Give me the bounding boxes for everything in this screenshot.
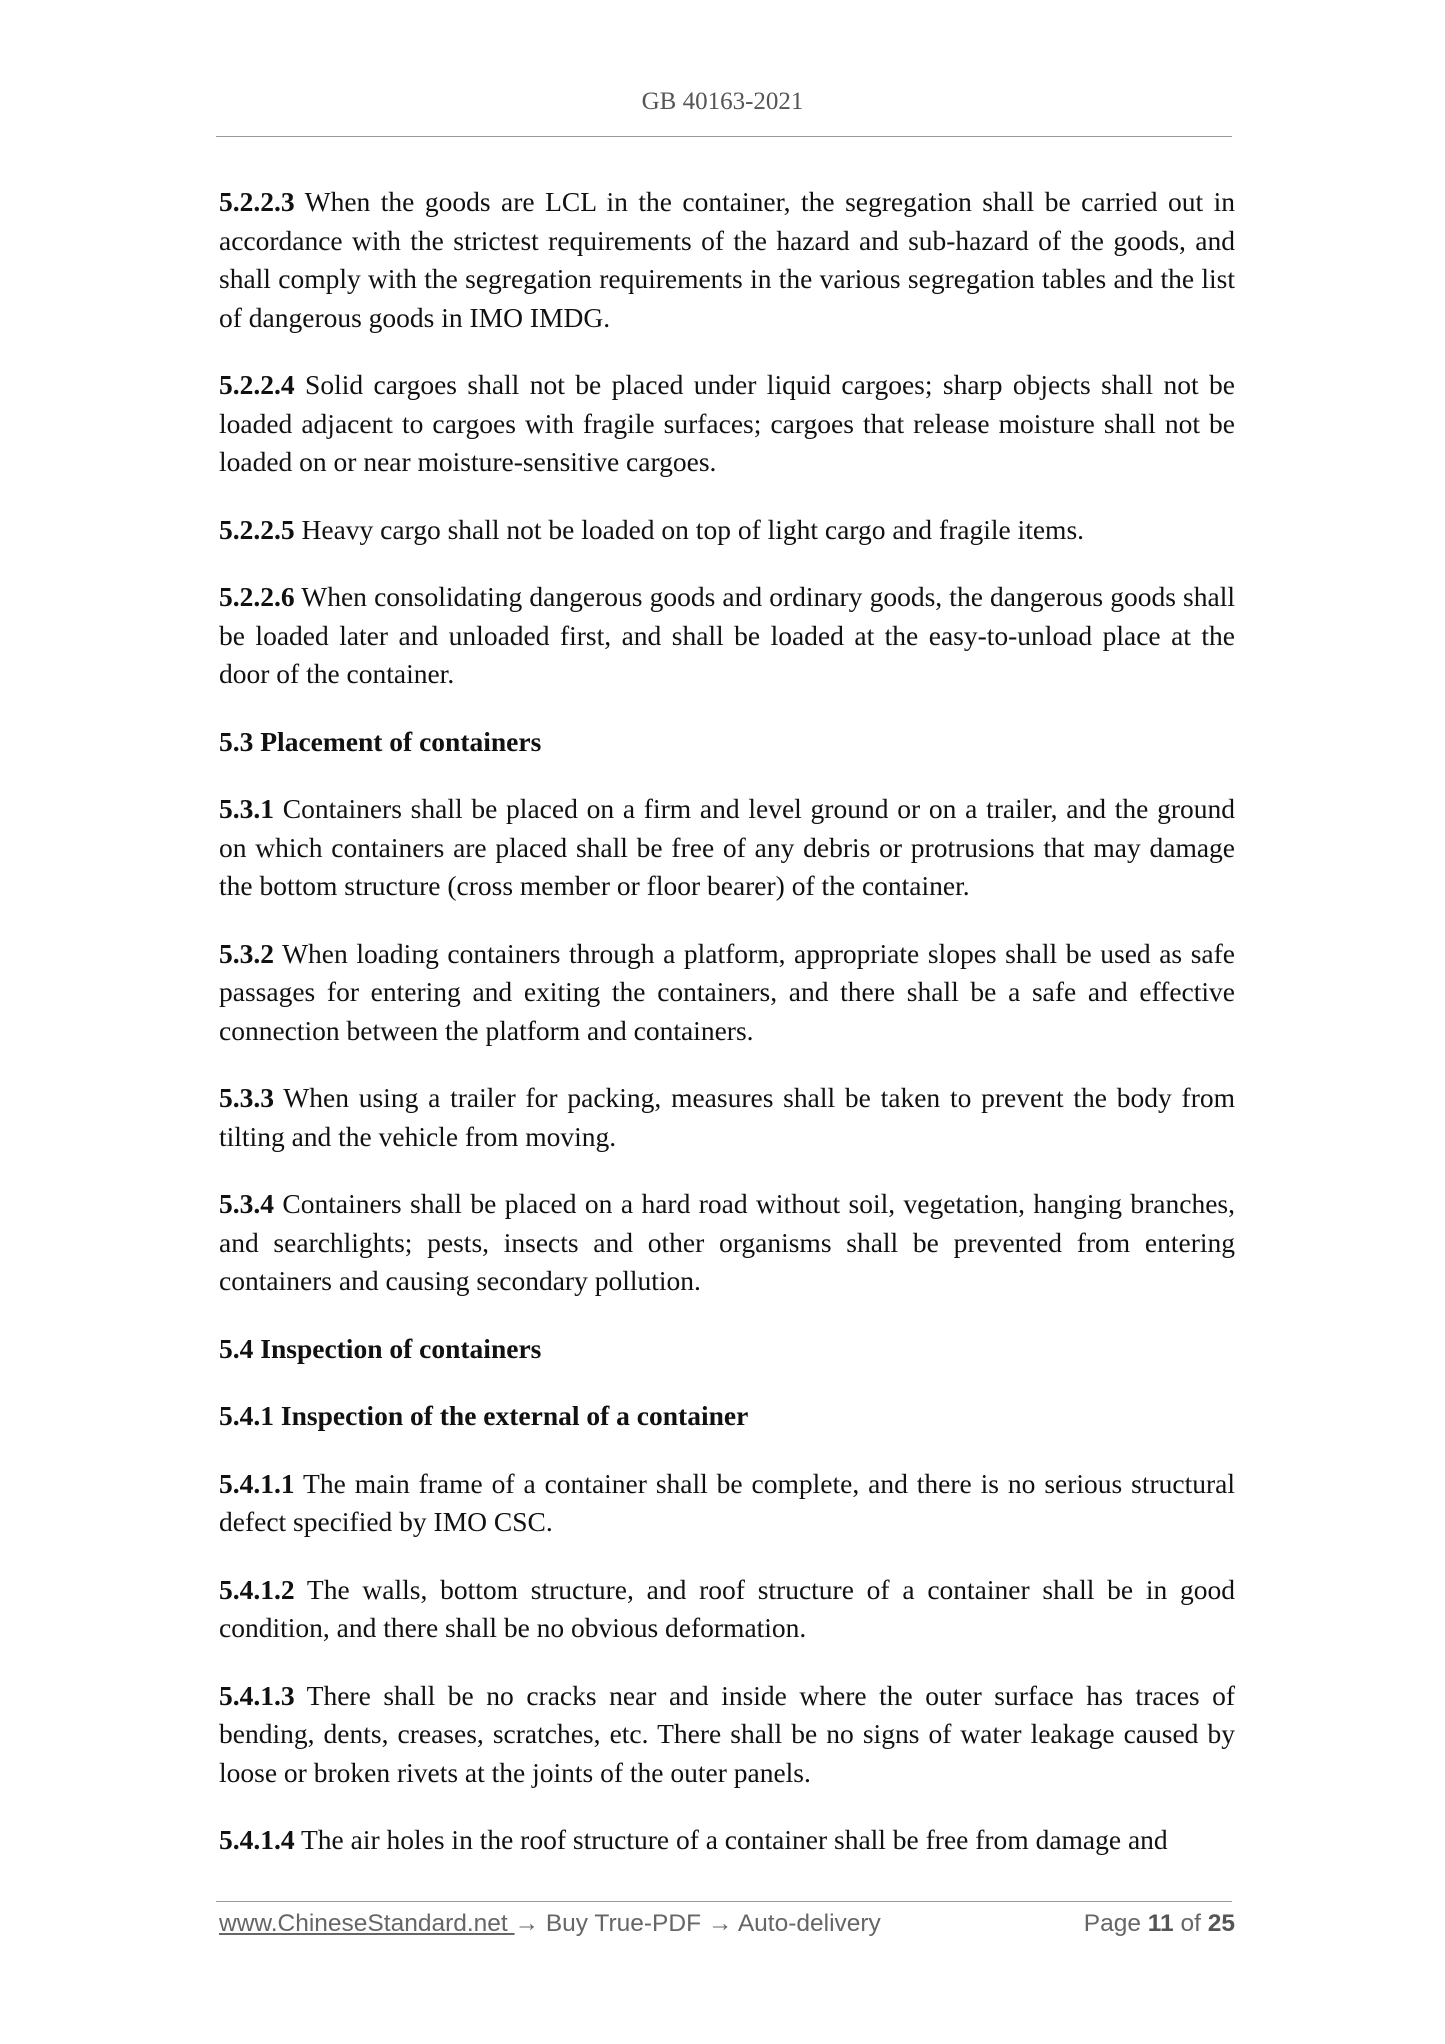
- section-heading-5-4-1: 5.4.1 Inspection of the external of a container: [219, 1400, 749, 1431]
- clause-text: When using a trailer for packing, measures shall be taken to prevent the body from tilting and the vehicle from moving.: [219, 1082, 1235, 1152]
- footer-divider: [216, 1901, 1232, 1902]
- clause-5-3-2: [219, 935, 1235, 1051]
- clause-number: 5.4.1.4: [219, 1824, 295, 1855]
- clause-text: Heavy cargo shall not be loaded on top of light cargo and fragile items.: [294, 513, 1085, 545]
- total-pages-number: 25: [1207, 1910, 1235, 1937]
- clause-number: 5.3.4: [219, 1188, 274, 1219]
- clause-text: The air holes in the roof structure of a container shall be free from damage and: [294, 1824, 1168, 1855]
- clause-number: 5.3.1: [219, 793, 274, 824]
- page-footer: [219, 1910, 1235, 1950]
- clause-text: When consolidating dangerous goods and ordinary goods, the dangerous goods shall be loaded later and unloaded first, and shall be loaded at the easy-to-unload place at the door of the container.: [219, 581, 1235, 689]
- clause-5-4-1-1: [219, 1465, 1235, 1542]
- clause-number: 5.2.2.5: [219, 513, 295, 545]
- current-page-number: 11: [1147, 1910, 1174, 1937]
- clause-text: When the goods are LCL in the container, the segregation shall be carried out in accordance with the strictest requirements of the hazard and sub-hazard of the goods, and shall comply with the segregation requirements in the various segregation tables and the list of dangerous goods in IMO IMDG.: [219, 186, 1235, 333]
- clause-5-2-2-3: [219, 183, 1235, 337]
- clause-number: 5.3.3: [219, 1082, 274, 1113]
- clause-5-2-2-4: [219, 366, 1235, 482]
- clause-text: The walls, bottom structure, and roof structure of a container shall be in good condition, and there shall be no obvious deformation.: [219, 1573, 1235, 1643]
- website-link[interactable]: www.ChineseStandard.net: [219, 1910, 515, 1937]
- page-of-label: of: [1173, 1910, 1208, 1937]
- page-header: GB 40163-2021: [641, 88, 804, 115]
- clause-number: 5.4.1.3: [219, 1679, 295, 1711]
- clause-5-4-1-4: [219, 1821, 1235, 1860]
- delivery-text: Auto-delivery: [732, 1910, 881, 1937]
- page-indicator: [1084, 1910, 1235, 1938]
- clause-5-3-1: [219, 790, 1235, 906]
- clause-5-3-3: [219, 1079, 1235, 1156]
- clause-number: 5.2.2.6: [219, 581, 295, 612]
- clause-5-4-1-3: [219, 1677, 1235, 1793]
- document-body: [219, 183, 1235, 1889]
- clause-number: 5.2.2.3: [219, 186, 295, 217]
- clause-number: 5.4.1.1: [219, 1467, 295, 1499]
- section-heading-5-3: 5.3 Placement of containers: [219, 725, 542, 757]
- page-label: Page: [1083, 1910, 1148, 1937]
- header-divider: [216, 136, 1232, 137]
- clause-5-2-2-5: [219, 511, 1235, 550]
- clause-number: 5.3.2: [219, 937, 274, 969]
- arrow-right-icon: →: [707, 1910, 733, 1937]
- arrow-right-icon: →: [514, 1910, 540, 1937]
- buy-text: Buy True-PDF: [539, 1910, 708, 1937]
- clause-text: Solid cargoes shall not be placed under liquid cargoes; sharp objects shall not be loaded adjacent to cargoes with fragile surfaces; cargoes that release moisture shall not be loaded on or near moisture-sensitive cargoes.: [219, 369, 1235, 477]
- clause-text: When loading containers through a platform, appropriate slopes shall be used as safe passages for entering and exiting the containers, and there shall be a safe and effective connection between the platform and containers.: [219, 937, 1235, 1046]
- clause-text: Containers shall be placed on a firm and level ground or on a trailer, and the ground on which containers are placed shall be free of any debris or protrusions that may damage the bottom structure (cross member or floor bearer) of the container.: [219, 793, 1235, 901]
- clause-5-4-1-2: [219, 1571, 1235, 1648]
- clause-number: 5.4.1.2: [219, 1573, 295, 1605]
- clause-text: The main frame of a container shall be complete, and there is no serious structural defect specified by IMO CSC.: [219, 1467, 1235, 1537]
- clause-text: Containers shall be placed on a hard road without soil, vegetation, hanging branches, and searchlights; pests, insects and other organisms shall be prevented from entering containers and causing secondary pollution.: [219, 1188, 1235, 1296]
- clause-number: 5.2.2.4: [219, 369, 295, 400]
- section-heading-5-4: 5.4 Inspection of containers: [219, 1332, 542, 1364]
- footer-promo: [219, 1910, 881, 1938]
- clause-5-2-2-6: [219, 578, 1235, 694]
- clause-text: There shall be no cracks near and inside where the outer surface has traces of bending, dents, creases, scratches, etc. There shall be no signs of water leakage caused by loose or broken rivets at the joints of the outer panels.: [219, 1679, 1235, 1788]
- clause-5-3-4: [219, 1185, 1235, 1301]
